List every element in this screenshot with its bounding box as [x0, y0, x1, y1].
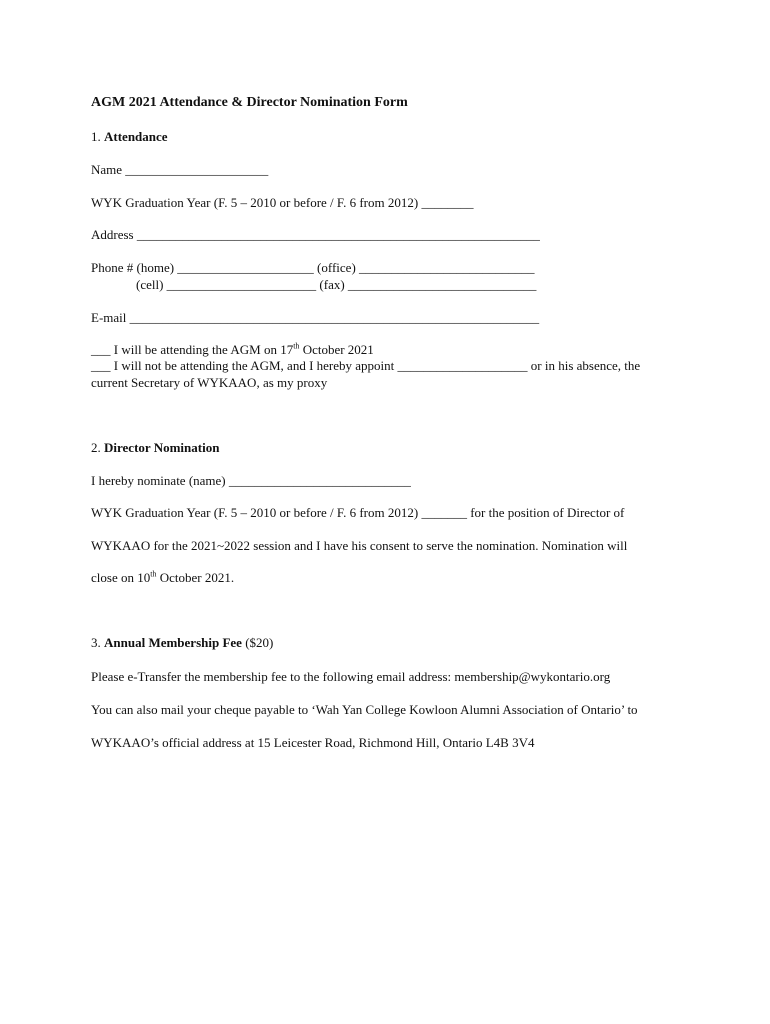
nomination-close-text: close on 10th October 2021.: [91, 569, 235, 585]
section-3-heading: [91, 635, 273, 651]
email-field[interactable]: E-mail _______________________________________________________________: [91, 310, 540, 325]
attending-text: ___ I will be attending the AGM on 17: [91, 342, 294, 357]
name-field[interactable]: Name ______________________: [91, 162, 269, 177]
nominee-name-field[interactable]: I hereby nominate (name) ____________________________: [91, 473, 411, 488]
address-field[interactable]: Address ______________________________________________________________: [91, 227, 540, 242]
ordinal-suffix: th: [150, 569, 157, 579]
membership-fee-amount: ($20): [241, 635, 274, 650]
section-2-number: 2.: [91, 440, 101, 455]
section-1-heading: [91, 129, 168, 145]
phone-cell-fax-field[interactable]: (cell) _______________________ (fax) _____________________________: [136, 277, 537, 292]
form-title: AGM 2021 Attendance & Director Nomination Form: [91, 95, 408, 110]
section-1-number: 1.: [91, 129, 101, 144]
attending-date: October 2021: [299, 342, 374, 357]
graduation-year-field[interactable]: WYK Graduation Year (F. 5 – 2010 or before / F. 6 from 2012) ________: [91, 195, 474, 210]
cheque-instructions: You can also mail your cheque payable to ‘Wah Yan College Kowloon Alumni Association of Ontario’ to: [91, 702, 638, 717]
phone-home-office-field[interactable]: Phone # (home) _____________________ (office) ___________________________: [91, 260, 535, 275]
not-attending-option[interactable]: ___ I will not be attending the AGM, and I hereby appoint ____________________ or in his absence, the: [91, 358, 641, 373]
section-2-heading: [91, 440, 219, 456]
nominee-graduation-year-field[interactable]: WYK Graduation Year (F. 5 – 2010 or before / F. 6 from 2012) _______ for the position of Director of: [91, 505, 625, 520]
section-1-title: Attendance: [104, 129, 168, 144]
proxy-text: current Secretary of WYKAAO, as my proxy: [91, 375, 328, 390]
ordinal-suffix: th: [293, 341, 300, 351]
nomination-session-text: WYKAAO for the 2021~2022 session and I have his consent to serve the nomination. Nomination will: [91, 538, 628, 553]
attending-option[interactable]: [91, 342, 374, 358]
mailing-address: WYKAAO’s official address at 15 Leicester Road, Richmond Hill, Ontario L4B 3V4: [91, 735, 535, 750]
section-3-title: Annual Membership Fee: [104, 635, 242, 650]
etransfer-instructions: Please e-Transfer the membership fee to the following email address: membership@wykontario.org: [91, 669, 611, 684]
section-2-title: Director Nomination: [104, 440, 220, 455]
section-3-number: 3.: [91, 635, 101, 650]
